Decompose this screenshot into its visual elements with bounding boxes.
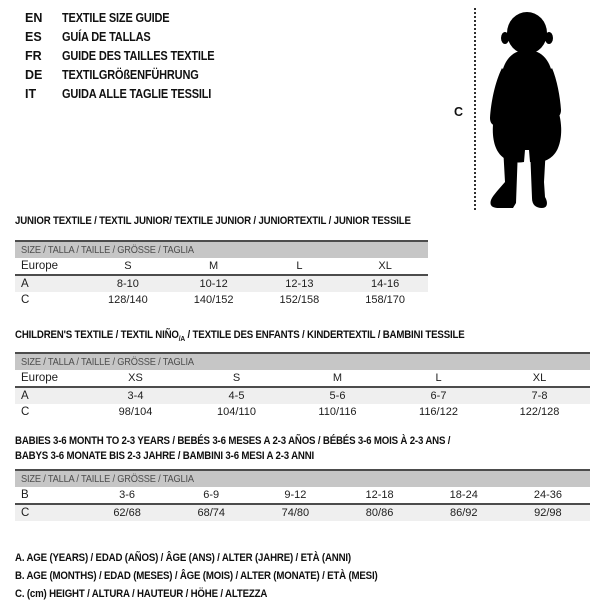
value-cell: 98/104 xyxy=(118,406,153,419)
value-cell: 9-12 xyxy=(284,489,307,502)
value-cell: 68/74 xyxy=(197,507,225,520)
value-cell: 7-8 xyxy=(531,390,548,403)
table-row-height xyxy=(15,292,428,308)
table-row-height xyxy=(15,505,590,521)
size-cell: XL xyxy=(378,260,392,272)
language-code: IT xyxy=(25,86,37,101)
value-cell: 104/110 xyxy=(217,406,256,419)
table-row-europe xyxy=(15,370,590,388)
children-size-table xyxy=(15,352,590,420)
value-cell: 92/98 xyxy=(534,507,562,520)
height-label-c: C xyxy=(454,105,464,119)
value-cell: 86/92 xyxy=(449,507,478,520)
table-row-age xyxy=(15,276,428,292)
row-label: B xyxy=(21,489,29,502)
row-label: C xyxy=(21,507,30,520)
size-header-bar: SIZE / TALLA / TAILLE / GRÖSSE / TAGLIA xyxy=(15,469,590,487)
value-cell: 10-12 xyxy=(199,278,228,290)
value-cell: 110/116 xyxy=(318,406,357,419)
language-title: TEXTILGRÖßENFÜHRUNG xyxy=(62,67,199,82)
row-label: C xyxy=(21,406,30,419)
value-cell: 116/122 xyxy=(419,406,458,419)
baby-silhouette-icon xyxy=(483,10,568,208)
language-code: ES xyxy=(25,29,42,44)
language-row-fr xyxy=(25,46,235,65)
size-cell: M xyxy=(332,372,343,385)
size-cell: M xyxy=(209,260,219,272)
value-cell: 74/80 xyxy=(281,507,310,520)
size-cell: L xyxy=(296,260,303,272)
language-code: EN xyxy=(25,10,43,25)
value-cell: 3-6 xyxy=(119,489,136,502)
table-row-months xyxy=(15,487,590,505)
junior-size-table xyxy=(15,240,428,308)
value-cell: 12-13 xyxy=(285,278,314,290)
value-cell: 4-5 xyxy=(228,390,245,403)
table-row-europe xyxy=(15,258,428,276)
legend-line-c: C. (cm) HEIGHT / ALTURA / HAUTEUR / HÖHE / ALTEZZA xyxy=(15,588,268,600)
size-tables-content xyxy=(15,214,590,600)
value-cell: 3-4 xyxy=(127,390,144,403)
size-header-bar: SIZE / TALLA / TAILLE / GRÖSSE / TAGLIA xyxy=(15,352,590,370)
language-row-es xyxy=(25,27,235,46)
row-label: Europe xyxy=(21,260,59,272)
language-title: TEXTILE SIZE GUIDE xyxy=(62,10,170,25)
value-cell: 18-24 xyxy=(449,489,478,502)
language-code: DE xyxy=(25,67,43,82)
size-cell: XS xyxy=(128,372,143,385)
language-row-de xyxy=(25,65,235,84)
row-label: A xyxy=(21,390,29,403)
title-subscript: /A xyxy=(178,334,186,344)
value-cell: 158/170 xyxy=(365,294,405,306)
legend-line-b: B. AGE (MONTHS) / EDAD (MESES) / ÂGE (MOIS) / ALTER (MONATE) / ETÀ (MESI) xyxy=(15,570,378,583)
value-cell: 12-18 xyxy=(365,489,394,502)
value-cell: 6-9 xyxy=(203,489,220,502)
legend-line-a: A. AGE (YEARS) / EDAD (AÑOS) / ÂGE (ANS) / ALTER (JAHRE) / ETÀ (ANNI) xyxy=(15,552,351,565)
language-title: GUÍA DE TALLAS xyxy=(62,29,151,44)
value-cell: 80/86 xyxy=(365,507,394,520)
value-cell: 8-10 xyxy=(116,278,139,290)
row-label: Europe xyxy=(21,372,59,385)
junior-section-title: JUNIOR TEXTILE / TEXTIL JUNIOR/ TEXTILE JUNIOR / JUNIORTEXTIL / JUNIOR TESSILE xyxy=(15,215,411,227)
size-cell: S xyxy=(232,372,241,385)
language-row-en xyxy=(25,8,235,27)
size-cell: S xyxy=(124,260,132,272)
value-cell: 24-36 xyxy=(533,489,562,502)
table-row-age xyxy=(15,388,590,404)
table-row-height xyxy=(15,404,590,420)
row-label: C xyxy=(21,294,30,306)
value-cell: 14-16 xyxy=(371,278,400,290)
value-cell: 6-7 xyxy=(430,390,447,403)
value-cell: 5-6 xyxy=(329,390,346,403)
value-cell: 62/68 xyxy=(113,507,141,520)
value-cell: 128/140 xyxy=(107,294,148,306)
babies-size-table xyxy=(15,469,590,521)
height-dotted-line xyxy=(474,8,476,210)
children-section-title: CHILDREN'S TEXTILE / TEXTIL $NIÑO_{/A}$ / TEXTILE DES ENFANTS / KINDERTEXTIL / BAMBINI TESSILE xyxy=(15,329,465,344)
language-title-block xyxy=(25,8,235,103)
size-header-bar: SIZE / TALLA / TAILLE / GRÖSSE / TAGLIA xyxy=(15,240,428,258)
language-row-it xyxy=(25,84,235,103)
legend-block xyxy=(15,549,590,600)
size-cell: XL xyxy=(532,372,547,385)
language-title: GUIDE DES TAILLES TEXTILE xyxy=(62,48,215,63)
language-title: GUIDA ALLE TAGLIE TESSILI xyxy=(62,86,212,101)
size-cell: L xyxy=(435,372,442,385)
babies-section-title: BABIES 3-6 MONTH TO 2-3 YEARS / BEBÉS 3-6 MESES A 2-3 AÑOS / BÉBÉS 3-6 MOIS À 2-3 ANS / BABYS 3-6 MONATE BIS 2-3 JAHRE / BAMBINI 3-6 MESI A 2-3 ANNI xyxy=(15,435,451,463)
value-cell: 152/158 xyxy=(279,294,320,306)
language-code: FR xyxy=(25,48,42,63)
value-cell: 140/152 xyxy=(193,294,234,306)
row-label: A xyxy=(21,278,29,290)
value-cell: 122/128 xyxy=(519,406,560,419)
